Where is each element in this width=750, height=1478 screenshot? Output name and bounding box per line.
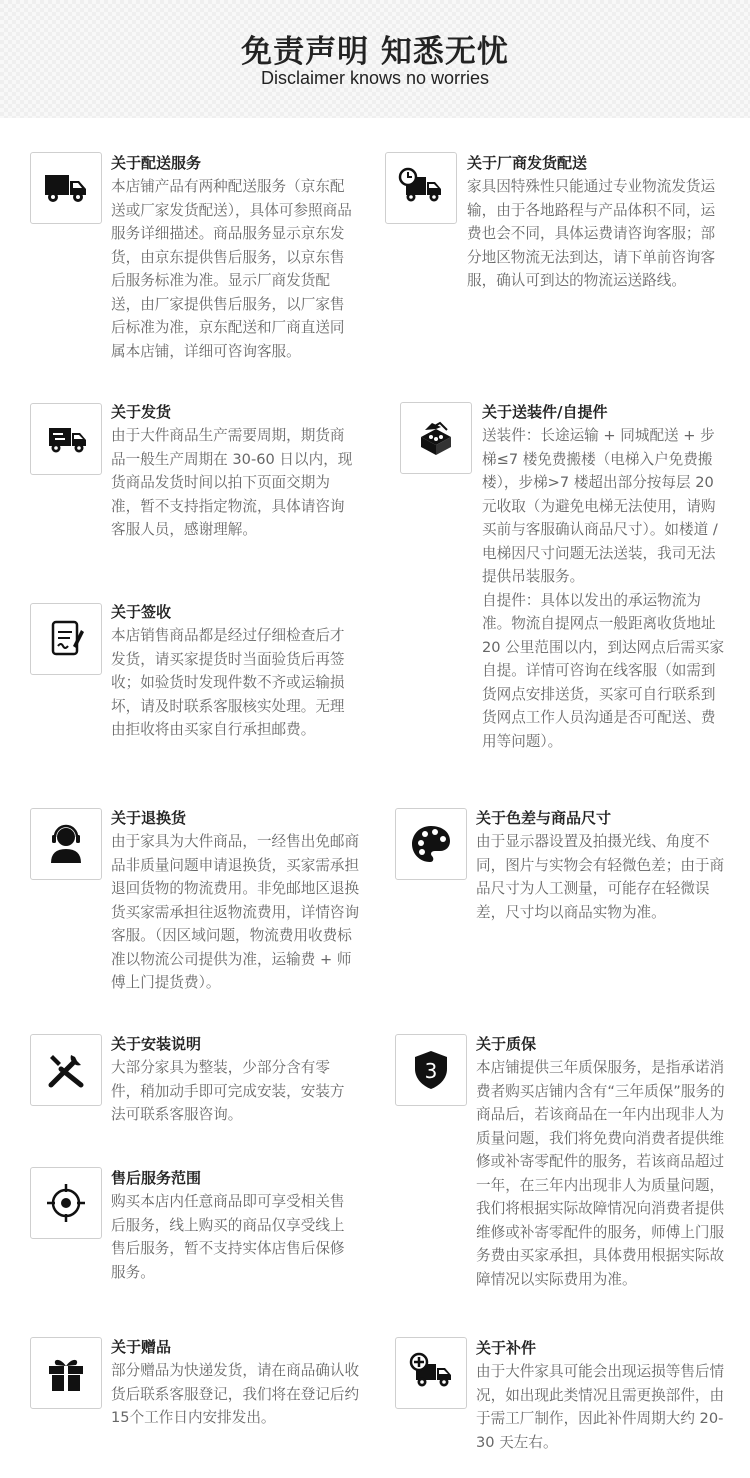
- item-text: 送装件：长途运输 + 同城配送 + 步梯≤7 楼免费搬楼（电梯入户免费搬楼），步梯>7 楼超出部分按每层 20 元收取（为避免电梯无法使用，请购买前与客服确认商品尺寸）。如楼道 / 电梯因尺寸问题无法送装，我司无法提供吊装服务。 自提件：具体以发出的承运物流为准。物流自提网点一般距离收货地址 20 公里范围以内，到达网点后需买家自提。详情可咨询在线客服（如需到货网点安排送货，买家可自行联系到货网点工作人员沟通是否可配送、费用等问题）。: [482, 427, 725, 750]
- item-title: 关于发货: [111, 403, 172, 421]
- page-title: 免责声明 知悉无忧: [241, 34, 509, 70]
- gift-box-icon: [30, 1337, 102, 1409]
- delivery-truck-icon: [30, 152, 102, 224]
- fast-truck-icon: [30, 403, 102, 475]
- header-banner: [0, 0, 750, 118]
- item-text: 本店销售商品都是经过仔细检查后才发货，请买家提货时当面验货后再签收；如验货时发现件数不齐或运输损坏，请及时联系客服核实处理。无理由拒收将由买家自行承担邮费。: [111, 627, 345, 738]
- item-text: 本店铺产品有两种配送服务（京东配送或厂家发货配送），具体可参照商品服务详细描述。商品服务显示京东发货，由京东提供售后服务，以京东售后服务标准为准。显示厂商发货配送，由厂家提供售后服务，以厂家售后标准为准，京东配送和厂商直送同属本店铺，详细可咨询客服。: [111, 178, 352, 360]
- item-text: 由于显示器设置及拍摄光线、角度不同，图片与实物会有轻微色差；由于商品尺寸为人工测量，可能存在轻微误差，尺寸均以商品实物为准。: [476, 833, 725, 921]
- item-title: 关于送装件/自提件: [482, 403, 608, 421]
- item-text: 部分赠品为快递发货，请在商品确认收货后联系客服登记，我们将在登记后约15个工作日内安排发出。: [111, 1362, 360, 1426]
- item-title: 关于补件: [476, 1339, 537, 1357]
- three-year-warranty-shield-icon: [395, 1034, 467, 1106]
- package-box-icon: [400, 402, 472, 474]
- plus-truck-icon: [395, 1337, 467, 1409]
- signing-document-icon: [30, 603, 102, 675]
- item-text: 家具因特殊性只能通过专业物流发货运输，由于各地路程与产品体积不同，运费也会不同，具体运费请咨询客服；部分地区物流无法到达，请下单前咨询客服，确认可到达的物流运送路线。: [467, 178, 716, 289]
- item-text: 由于大件商品生产需要周期，期货商品一般生产周期在 30-60 日以内，现货商品发货时间以拍下页面交期为准，暂不支持指定物流，具体请咨询客服人员，感谢理解。: [111, 427, 353, 538]
- item-text: 大部分家具为整装，少部分含有零件，稍加动手即可完成安装，安装方法可联系客服咨询。: [111, 1059, 345, 1123]
- svg-text:3: 3: [424, 1059, 438, 1083]
- item-title: 关于退换货: [111, 809, 187, 827]
- page-subtitle: Disclaimer knows no worries: [260, 68, 490, 88]
- color-palette-icon: [395, 808, 467, 880]
- item-text: 本店铺提供三年质保服务，是指承诺消费者购买店铺内含有“三年质保”服务的商品后，若该商品在一年内出现非人为质量问题，我们将免费向消费者提供维修或补寄零配件的服务，若该商品超过一年，在三年内出现非人为质量问题，我们将根据实际故障情况向消费者提供维修或补寄零配件的服务，师傅上门服务费由买家承担，具体费用根据实际故障情况以实际费用为准。: [476, 1059, 725, 1288]
- item-title: 关于赠品: [111, 1338, 172, 1356]
- item-title: 关于配送服务: [111, 154, 202, 172]
- item-text: 由于家具为大件商品，一经售出免邮商品非质量问题申请退换货，买家需承担退回货物的物流费用。非免邮地区退换货买家需承担往返物流费用，详情咨询客服。（因区域问题，物流费用收费标准以物流公司提供为准，运输费 + 师傅上门提货费）。: [111, 833, 360, 991]
- tools-icon: [30, 1034, 102, 1106]
- item-title: 关于厂商发货配送: [467, 154, 588, 172]
- item-title: 关于质保: [476, 1035, 537, 1053]
- target-crosshair-icon: [30, 1167, 102, 1239]
- item-text: 购买本店内任意商品即可享受相关售后服务，线上购买的商品仅享受线上售后服务，暂不支持实体店售后保修服务。: [111, 1193, 345, 1281]
- item-title: 售后服务范围: [111, 1169, 202, 1187]
- item-title: 关于安装说明: [111, 1035, 202, 1053]
- item-title: 关于色差与商品尺寸: [476, 809, 612, 827]
- clock-truck-icon: [385, 152, 457, 224]
- item-title: 关于签收: [111, 603, 172, 621]
- item-text: 由于大件家具可能会出现运损等售后情况，如出现此类情况且需更换部件，由于需工厂制作，因此补件周期大约 20-30 天左右。: [476, 1363, 725, 1451]
- customer-service-icon: [30, 808, 102, 880]
